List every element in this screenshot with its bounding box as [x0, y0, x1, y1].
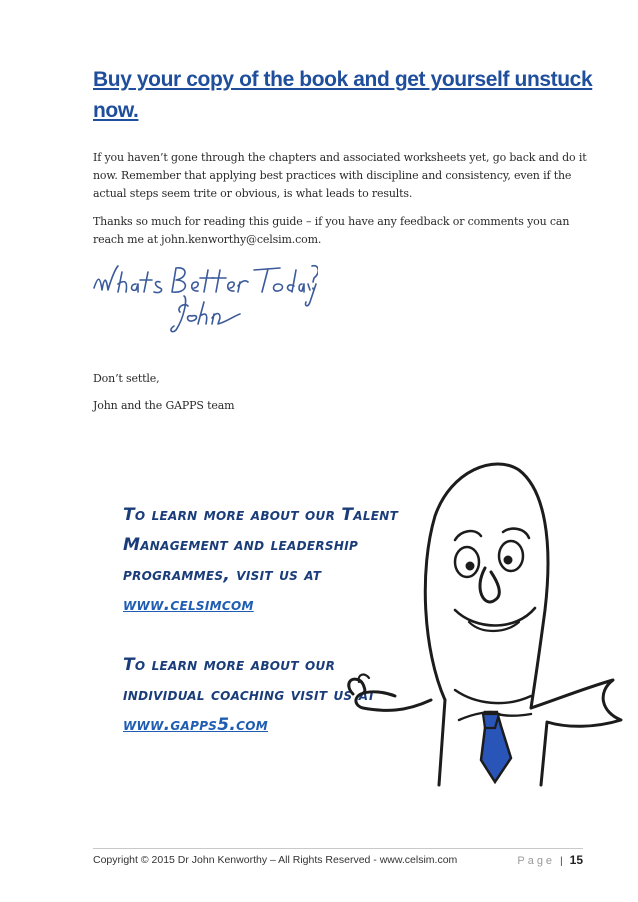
page-separator: |	[559, 855, 563, 867]
page-heading[interactable]: Buy your copy of the book and get yourself unstuck now.	[93, 68, 593, 122]
page-footer	[93, 848, 583, 873]
footer-copyright: Copyright © 2015 Dr John Kenworthy – All Rights Reserved - www.celsim.com	[93, 854, 458, 866]
promo-coaching-text: To learn more about our individual coaching visit us at	[123, 655, 376, 705]
cartoon-character-illustration	[335, 450, 635, 795]
paragraph-thanks: Thanks so much for reading this guide – if you have any feedback or comments you can reach me at john.kenworthy@celsim.com.	[93, 215, 570, 246]
page-number: 15	[569, 853, 583, 867]
page-number-block	[517, 853, 583, 867]
closing-line: Don’t settle,	[93, 372, 160, 385]
handwritten-signature	[88, 258, 318, 338]
celsim-link[interactable]: www.celsimcom	[123, 595, 254, 615]
sign-off: John and the GAPPS team	[93, 399, 235, 412]
paragraph-worksheets: If you haven’t gone through the chapters and associated worksheets yet, go back and do it now. Remember that applying best practices with discipline and consistency, even if the actual steps seem trite or obvious, is what leads to results.	[93, 151, 587, 200]
page-label: Page	[517, 855, 556, 867]
promo-talent-text: To learn more about our Talent Management and leadership programmes, visit us at	[123, 505, 399, 585]
gapps5-link[interactable]: www.gapps5.com	[123, 715, 268, 735]
